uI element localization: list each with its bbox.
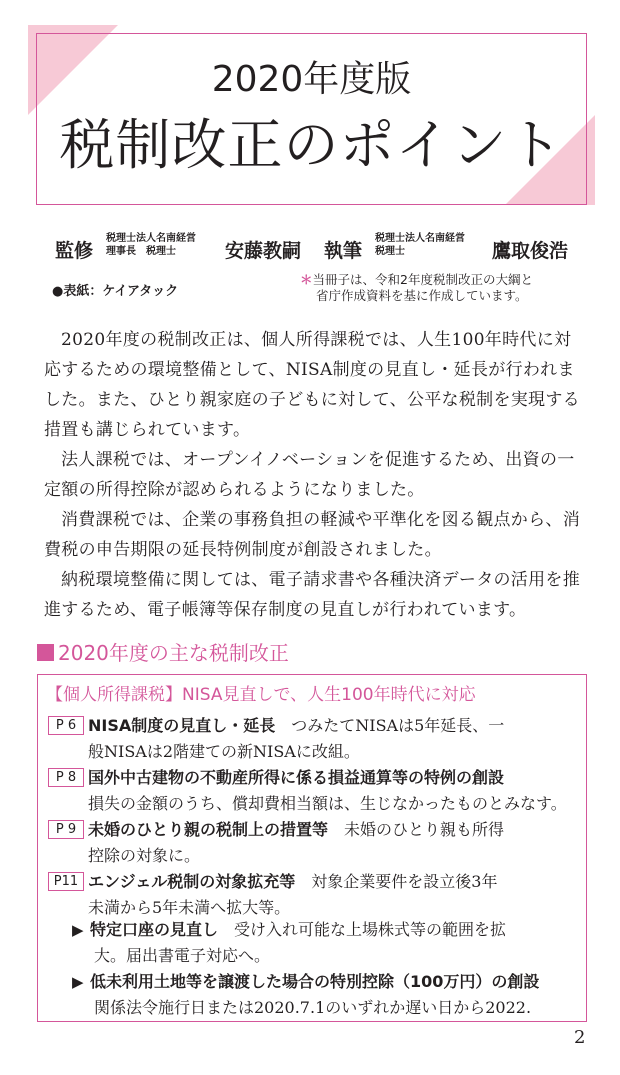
triangle-arrow-icon: ▶ — [72, 973, 84, 991]
page-ref-tag: P 9 — [48, 820, 84, 839]
intro-paragraph: 2020年度の税制改正は、個人所得課税では、人生100年時代に対応するための環境整備として、NISA制度の見直し・延長が行われました。また、ひとり親家庭の子どもに対して、公平な税制を実現する措置も講じられています。 — [44, 330, 580, 440]
section-heading: 2020年度の主な税制改正 — [37, 640, 289, 666]
intro-paragraph: 納税環境整備に関しては、電子請求書や各種決済データの活用を推進するため、電子帳簿等保存制度の見直しが行われています。 — [44, 570, 580, 620]
author-name: 鷹取俊浩 — [492, 240, 569, 262]
supervisor-label: 監修 — [55, 240, 94, 262]
list-item: P 6 NISA制度の見直し・延長 つみたてNISAは5年延長、一 般NISAは2階建ての新NISAに改組。 — [48, 713, 576, 765]
asterisk-mark: ＊ — [300, 272, 313, 287]
intro-paragraph: 法人課税では、オープンイノベーションを促進するため、出資の一定額の所得控除が認められるようになりました。 — [44, 450, 575, 500]
title-frame — [36, 33, 587, 205]
summary-box — [37, 674, 587, 1022]
supervisor-affiliation: 税理士法人名南経営 理事長 税理士 — [106, 233, 196, 257]
list-item: P 9 未婚のひとり親の税制上の措置等 未婚のひとり親も所得 控除の対象に。 — [48, 817, 576, 869]
author-affiliation: 税理士法人名南経営 税理士 — [375, 233, 465, 257]
square-bullet-icon — [37, 644, 54, 661]
title-year-edition: 2020年度版 — [211, 59, 412, 100]
intro-paragraph: 消費課税では、企業の事務負担の軽減や平準化を図る観点から、消費税の申告期限の延長特例制度が創設されました。 — [44, 510, 580, 560]
box-heading: 【個人所得課税】NISA見直しで、人生100年時代に対応 — [46, 685, 476, 705]
source-note: ＊当冊子は、令和2年度税制改正の大綱と 省庁作成資料を基に作成しています。 — [300, 272, 533, 303]
author-label: 執筆 — [324, 240, 363, 262]
credits — [55, 232, 595, 266]
page-number: 2 — [574, 1027, 586, 1048]
cover-credit: ●表紙：ケイアタック — [52, 284, 179, 299]
supervisor-name: 安藤教嗣 — [225, 240, 302, 262]
page-ref-tag: P 6 — [48, 716, 84, 735]
list-item: P11 エンジェル税制の対象拡充等 対象企業要件を設立後3年 未満から5年未満へ拡大等。 — [48, 869, 576, 921]
triangle-arrow-icon: ▶ — [72, 921, 84, 939]
sub-list-item: ▶ 低未利用土地等を譲渡した場合の特別控除（100万円）の創設 関係法令施行日または2020.7.1のいずれか遅い日から2022. — [72, 969, 576, 1021]
page-ref-tag: P11 — [48, 872, 84, 891]
list-item: P 8 国外中古建物の不動産所得に係る損益通算等の特例の創設 損失の金額のうち、償却費相当額は、生じなかったものとみなす。 — [48, 765, 576, 817]
page-ref-tag: P 8 — [48, 768, 84, 787]
sub-list-item: ▶ 特定口座の見直し 受け入れ可能な上場株式等の範囲を拡 大。届出書電子対応へ。 — [72, 917, 576, 969]
intro-text — [44, 325, 584, 625]
page-title: 税制改正のポイント — [59, 113, 564, 177]
